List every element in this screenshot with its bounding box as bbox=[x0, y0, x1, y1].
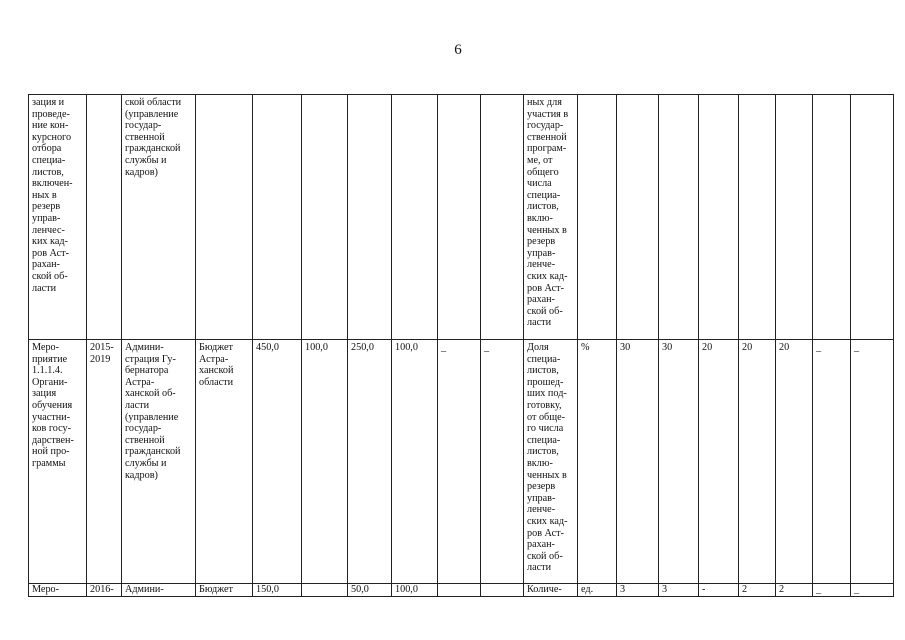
cell-text: _ bbox=[484, 342, 490, 353]
page-number: 6 bbox=[454, 42, 462, 58]
cell-text: _ bbox=[816, 342, 822, 353]
cell-text: _ bbox=[441, 342, 447, 353]
cell-text: _ bbox=[854, 342, 860, 353]
cell-text: 3 bbox=[620, 584, 626, 595]
cell-text: 100,0 bbox=[395, 584, 418, 595]
table-cell bbox=[348, 340, 392, 584]
cell-text: 20 bbox=[742, 342, 753, 353]
cell-text: ных для участия в государ- ственной програм- ме, от общего числа специа- листов, вклю- ченных в резерв управ- ленче- ских кад- ров Аст- рахан- ской об- ласти bbox=[527, 97, 569, 329]
cell-text: 20 bbox=[779, 342, 790, 353]
cell-text: 30 bbox=[620, 342, 631, 353]
cell-text: зация и проведе- ние кон- курсного отбора специа- листов, включен- ных в резерв управ- ленчес- ких кад- ров Аст- рахан- ской об- ласти bbox=[32, 97, 73, 294]
table-cell bbox=[122, 95, 196, 340]
table-cell bbox=[392, 584, 438, 597]
table-cell bbox=[851, 584, 894, 597]
table-cell bbox=[253, 584, 302, 597]
table-cell bbox=[851, 95, 894, 340]
table-cell bbox=[87, 584, 122, 597]
cell-text: % bbox=[581, 342, 590, 353]
table-cell bbox=[578, 584, 617, 597]
cell-text: 20 bbox=[702, 342, 713, 353]
cell-text: 2 bbox=[742, 584, 748, 595]
table-cell bbox=[302, 340, 348, 584]
cell-text: 3 bbox=[662, 584, 668, 595]
table-cell bbox=[87, 95, 122, 340]
table-cell bbox=[813, 95, 851, 340]
table-cell bbox=[659, 584, 699, 597]
table-cell bbox=[29, 95, 87, 340]
cell-text: ской области (управление государ- ственной гражданской службы и кадров) bbox=[125, 97, 182, 178]
cell-text: 2016- bbox=[90, 584, 114, 595]
table-cell bbox=[29, 584, 87, 597]
cell-text: Доля специа- листов, прошед- ших под- готовку, от обще- го числа специа- листов, вклю- ченных в резерв управ- ленче- ских кад- ров Аст- рахан- ской об- ласти bbox=[527, 342, 568, 574]
table-cell bbox=[776, 95, 813, 340]
cell-text: 30 bbox=[662, 342, 673, 353]
cell-text: 450,0 bbox=[256, 342, 279, 353]
table-cell bbox=[776, 584, 813, 597]
cell-text: Количе- bbox=[527, 584, 562, 595]
table-cell bbox=[196, 584, 253, 597]
table-cell bbox=[813, 584, 851, 597]
table-cell bbox=[739, 584, 776, 597]
cell-text: _ bbox=[816, 584, 822, 595]
table-cell bbox=[438, 95, 481, 340]
table-cell bbox=[253, 95, 302, 340]
table-cell bbox=[524, 95, 578, 340]
table-cell bbox=[851, 340, 894, 584]
table-cell bbox=[122, 584, 196, 597]
table-cell bbox=[348, 95, 392, 340]
program-table bbox=[28, 94, 894, 597]
table-cell bbox=[438, 584, 481, 597]
table-row bbox=[29, 95, 894, 340]
table-cell bbox=[122, 340, 196, 584]
table-cell bbox=[699, 584, 739, 597]
table-cell bbox=[699, 95, 739, 340]
cell-text: Админи- bbox=[125, 584, 164, 595]
cell-text: ед. bbox=[581, 584, 594, 595]
cell-text: Бюджет Астра- ханской области bbox=[199, 342, 234, 388]
table-cell bbox=[348, 584, 392, 597]
table-cell bbox=[302, 584, 348, 597]
table-cell bbox=[524, 340, 578, 584]
table-cell bbox=[392, 95, 438, 340]
cell-text: 150,0 bbox=[256, 584, 279, 595]
table-cell bbox=[659, 95, 699, 340]
cell-text: - bbox=[702, 584, 706, 595]
table-row bbox=[29, 340, 894, 584]
cell-text: 2015- 2019 bbox=[90, 342, 114, 365]
cell-text: 100,0 bbox=[305, 342, 328, 353]
table-cell bbox=[524, 584, 578, 597]
table-cell bbox=[196, 95, 253, 340]
table-cell bbox=[481, 95, 524, 340]
cell-text: 2 bbox=[779, 584, 785, 595]
table-cell bbox=[481, 584, 524, 597]
table-cell bbox=[699, 340, 739, 584]
table-cell bbox=[739, 95, 776, 340]
table-cell bbox=[481, 340, 524, 584]
table-cell bbox=[578, 340, 617, 584]
table-cell bbox=[739, 340, 776, 584]
table-row bbox=[29, 584, 894, 597]
table-cell bbox=[617, 95, 659, 340]
table-cell bbox=[87, 340, 122, 584]
cell-text: Админи- страция Гу- бернатора Астра- ханской об- ласти (управление государ- ственной гражданской службы и кадров) bbox=[125, 342, 181, 481]
table-cell bbox=[659, 340, 699, 584]
cell-text: Бюджет bbox=[199, 584, 234, 595]
cell-text: Меро- приятие 1.1.1.4. Органи- зация обучения участни- ков госу- дарствен- ной про- граммы bbox=[32, 342, 74, 469]
table-cell bbox=[196, 340, 253, 584]
table-cell bbox=[578, 95, 617, 340]
table-cell bbox=[253, 340, 302, 584]
table-cell bbox=[302, 95, 348, 340]
cell-text: 250,0 bbox=[351, 342, 374, 353]
table-cell bbox=[776, 340, 813, 584]
cell-text: 100,0 bbox=[395, 342, 418, 353]
cell-text: _ bbox=[854, 584, 860, 595]
table-cell bbox=[617, 584, 659, 597]
table-cell bbox=[617, 340, 659, 584]
table-cell bbox=[813, 340, 851, 584]
table-cell bbox=[392, 340, 438, 584]
cell-text: Меро- bbox=[32, 584, 60, 595]
table-cell bbox=[438, 340, 481, 584]
cell-text: 50,0 bbox=[351, 584, 369, 595]
table-cell bbox=[29, 340, 87, 584]
